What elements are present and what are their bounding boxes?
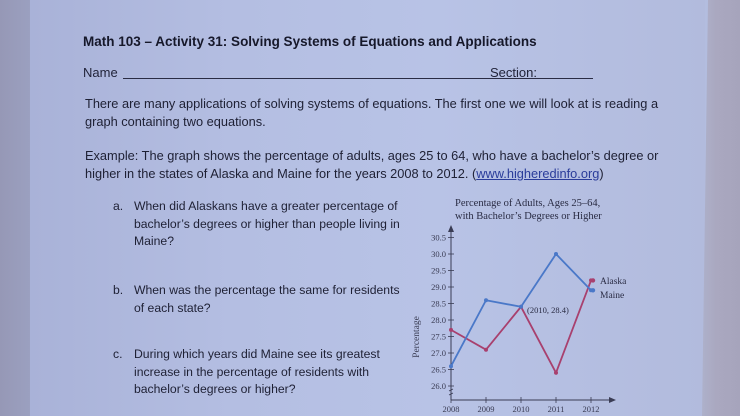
- data-point: [519, 305, 523, 309]
- legend-marker: [591, 278, 595, 282]
- background-edge-right: [700, 0, 740, 416]
- data-point: [554, 371, 558, 375]
- y-tick-label: 29.5: [431, 265, 446, 276]
- y-tick-label: 26.0: [431, 381, 446, 391]
- intro-paragraph: There are many applications of solving systems of equations. The first one we will look at is reading a graph containing two equations.: [85, 96, 659, 129]
- data-point: [484, 298, 488, 302]
- y-axis-label: Percentage: [412, 316, 422, 358]
- legend-marker: [591, 288, 595, 292]
- chart-legend: [591, 277, 627, 301]
- chart-title-line1: Percentage of Adults, Ages 25–64,: [455, 198, 601, 209]
- question-b: [113, 282, 403, 317]
- x-tick-label: 2011: [547, 404, 565, 414]
- chart-title: [455, 197, 635, 223]
- y-tick-label: 27.0: [431, 348, 446, 358]
- example-paragraph: [85, 147, 685, 183]
- line-chart: [400, 225, 650, 416]
- section-label: Section:: [490, 65, 537, 80]
- y-tick-label: 29.0: [431, 282, 446, 292]
- y-tick-label: 27.5: [431, 331, 446, 342]
- example-text: Example: The graph shows the percentage of adults, ages 25 to 64, who have a bachelor’s degree or higher in the states of Alaska and Maine for the years 2008 to 2012. (: [85, 148, 659, 181]
- question-letter: c.: [113, 347, 123, 361]
- question-text: When did Alaskans have a greater percentage of bachelor’s degrees or higher than people living in Maine?: [134, 199, 400, 248]
- data-point: [554, 252, 558, 256]
- annotation-label: (2010, 28.4): [527, 305, 569, 315]
- section-blank-line: [541, 78, 593, 79]
- question-c: [113, 346, 403, 399]
- y-tick-label: 28.0: [431, 315, 446, 325]
- data-point: [449, 328, 453, 332]
- example-close: ): [599, 166, 604, 181]
- name-label: Name: [83, 65, 118, 80]
- worksheet-title: Math 103 – Activity 31: Solving Systems of Equations and Applications: [83, 34, 537, 49]
- y-tick-label: 30.5: [431, 232, 446, 243]
- y-tick-label: 26.5: [431, 364, 446, 375]
- x-tick-label: 2009: [477, 404, 495, 414]
- chart-title-line2: with Bachelor’s Degrees or Higher: [455, 211, 602, 222]
- chart-series: [449, 252, 593, 375]
- source-link[interactable]: www.higheredinfo.org: [476, 166, 600, 181]
- question-text: During which years did Maine see its greatest increase in the percentage of residents with bachelor’s degrees or higher?: [134, 347, 380, 396]
- question-letter: a.: [113, 199, 124, 213]
- question-letter: b.: [113, 283, 124, 297]
- legend-label-maine: Maine: [600, 291, 625, 301]
- x-tick-label: 2012: [582, 404, 600, 414]
- data-point: [484, 348, 488, 352]
- legend-label-alaska: Alaska: [600, 277, 627, 287]
- x-tick-label: 2008: [442, 404, 460, 414]
- data-point: [449, 364, 453, 368]
- y-tick-label: 28.5: [431, 298, 446, 309]
- question-text: When was the percentage the same for residents of each state?: [134, 283, 400, 315]
- y-tick-label: 30.0: [431, 249, 446, 259]
- series-line-maine: [451, 254, 591, 366]
- x-tick-label: 2010: [512, 404, 530, 414]
- question-a: [113, 198, 403, 251]
